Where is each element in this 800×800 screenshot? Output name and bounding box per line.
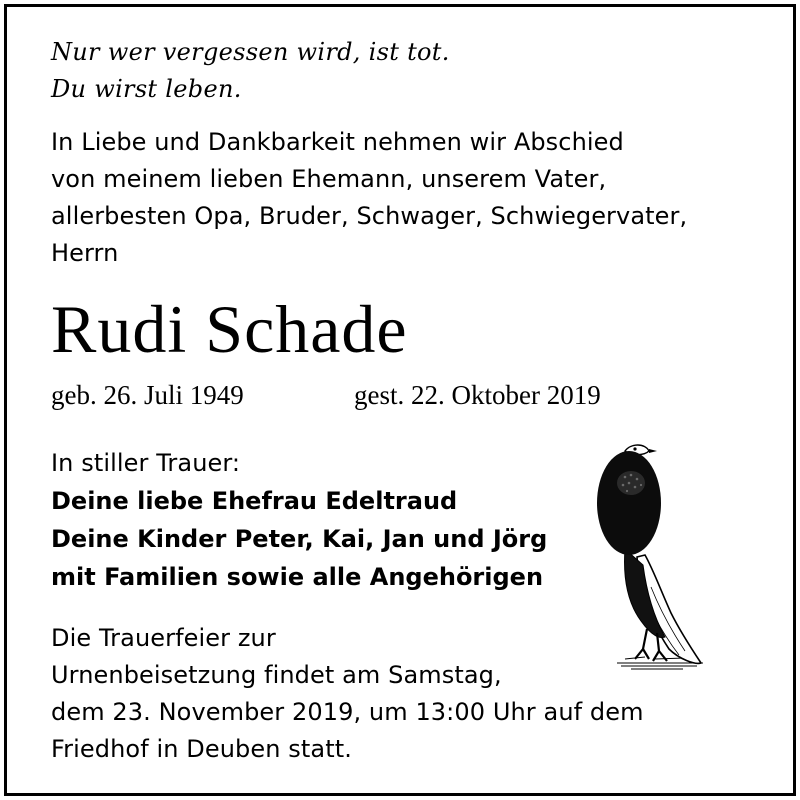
mourner-line-3: mit Familien sowie alle Angehörigen [51, 563, 544, 591]
funeral-line-3: dem 23. November 2019, um 13:00 Uhr auf dem [51, 698, 644, 726]
pigeon-illustration-icon [585, 437, 705, 677]
intro-line-1: In Liebe und Dankbarkeit nehmen wir Abschied [51, 128, 624, 156]
mourning-label: In stiller Trauer: [51, 449, 241, 477]
mourner-line-1: Deine liebe Ehefrau Edeltraud [51, 487, 458, 515]
mourner-line-2: Deine Kinder Peter, Kai, Jan und Jörg [51, 525, 548, 553]
funeral-line-2: Urnenbeisetzung findet am Samstag, [51, 661, 502, 689]
death-date: gest. 22. Oktober 2019 [354, 380, 601, 410]
obituary-card [4, 4, 796, 796]
funeral-line-4: Friedhof in Deuben statt. [51, 735, 352, 763]
funeral-line-1: Die Trauerfeier zur [51, 624, 276, 652]
deceased-name: Rudi Schade [51, 291, 408, 367]
intro-line-2: von meinem lieben Ehemann, unserem Vater, [51, 165, 607, 193]
intro-line-4: Herrn [51, 239, 119, 267]
motto-line-1: Nur wer vergessen wird, ist tot. [51, 38, 450, 66]
intro-line-3: allerbesten Opa, Bruder, Schwager, Schwiegervater, [51, 202, 688, 230]
life-dates [51, 380, 751, 416]
birth-date: geb. 26. Juli 1949 [51, 380, 244, 410]
motto-line-2: Du wirst leben. [51, 75, 242, 103]
